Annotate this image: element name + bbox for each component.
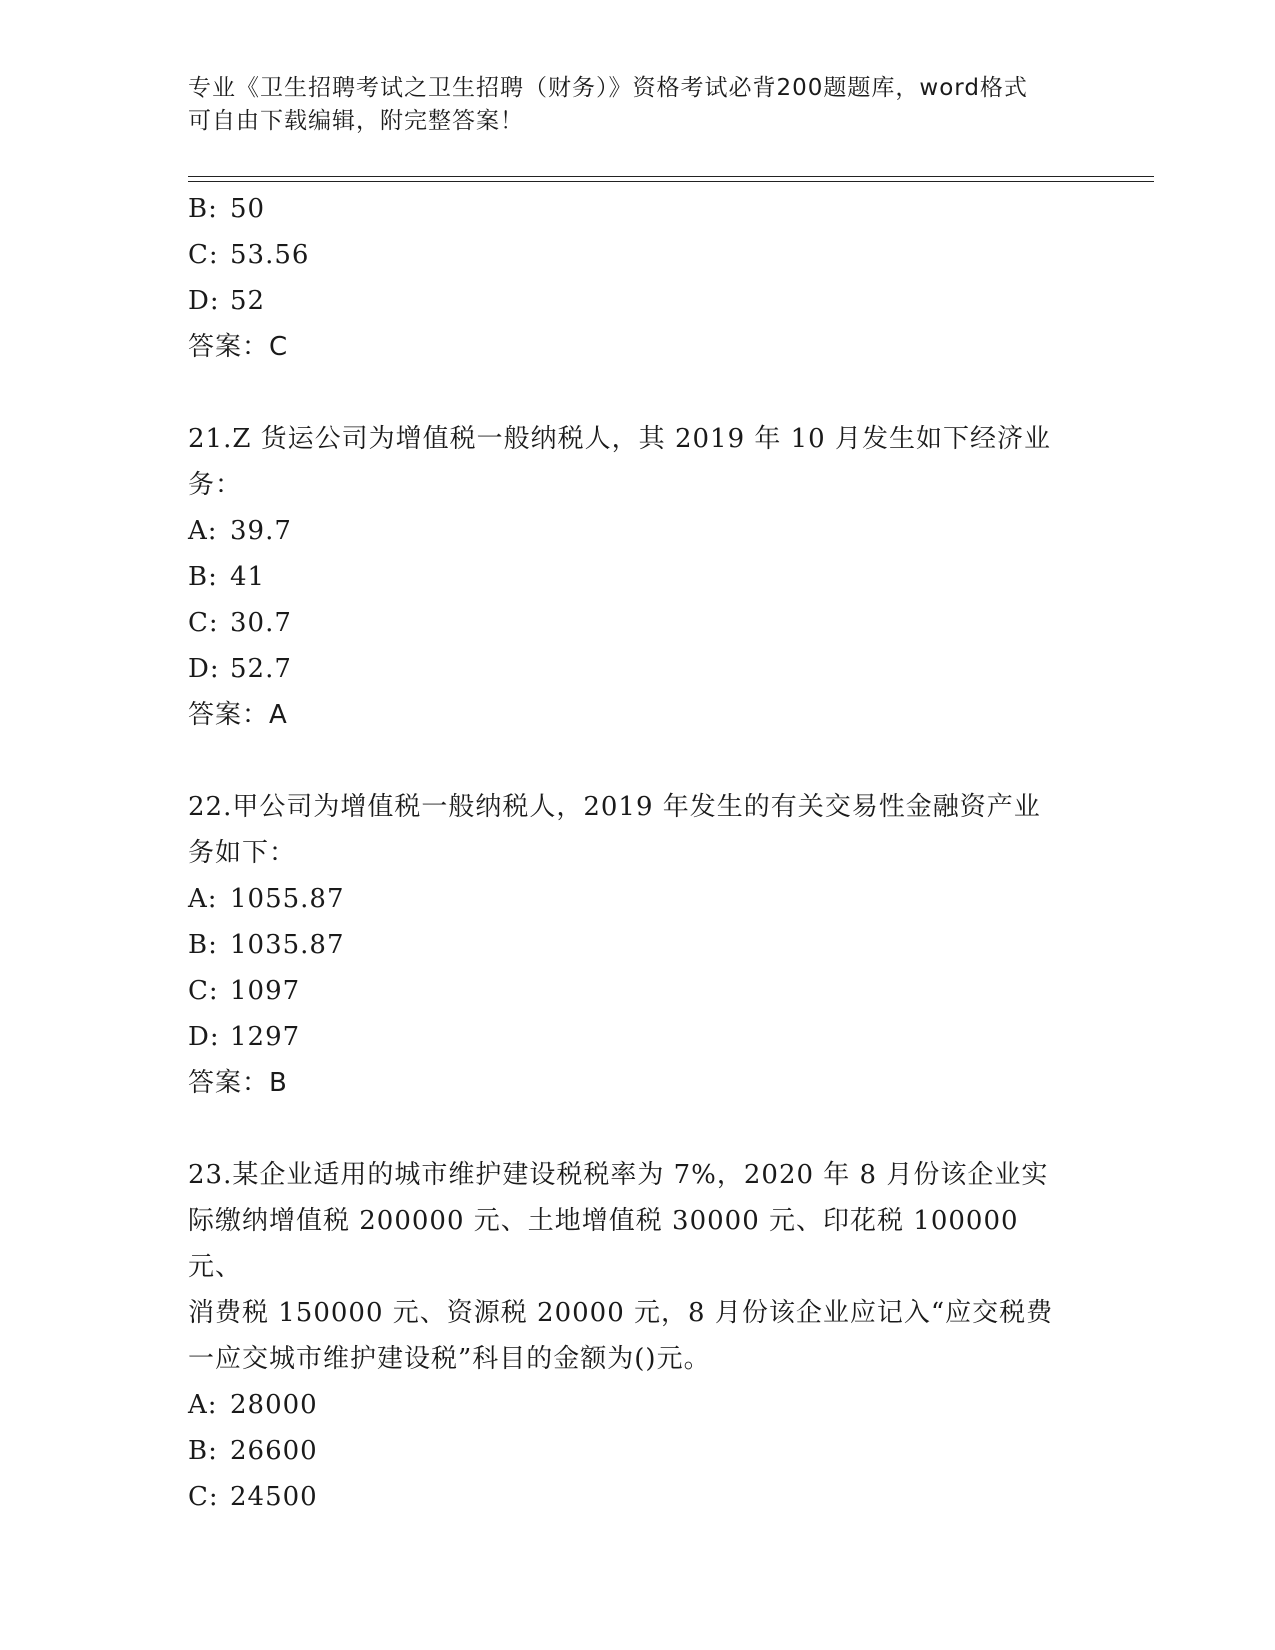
option-a xyxy=(188,508,1078,554)
question-23 xyxy=(188,1152,1078,1520)
option-letter: B: xyxy=(188,1436,218,1466)
answer-line: 答案：B xyxy=(188,1068,288,1098)
option-value: 1097 xyxy=(230,976,301,1006)
answer-line: 答案：C xyxy=(188,332,289,362)
option-letter: B: xyxy=(188,930,218,960)
option-b xyxy=(188,1428,1078,1474)
option-letter: A: xyxy=(188,884,218,914)
question-text xyxy=(188,416,1078,508)
option-letter: C: xyxy=(188,1482,219,1512)
question-fragment xyxy=(188,186,1078,370)
option-value: 1055.87 xyxy=(230,884,345,914)
option-c xyxy=(188,232,1078,278)
page-header xyxy=(188,72,1068,138)
option-value: 1035.87 xyxy=(230,930,345,960)
question-text xyxy=(188,784,1078,876)
option-value: 50 xyxy=(230,194,266,224)
option-letter: B: xyxy=(188,562,218,592)
option-letter: B: xyxy=(188,194,218,224)
option-d xyxy=(188,278,1078,324)
option-letter: A: xyxy=(188,516,218,546)
question-21 xyxy=(188,416,1078,738)
option-d xyxy=(188,1014,1078,1060)
question-text-line: 一应交城市维护建设税”科目的金额为()元。 xyxy=(188,1344,711,1374)
option-letter: D: xyxy=(188,286,220,316)
question-text xyxy=(188,1152,1078,1382)
option-value: 52.7 xyxy=(230,654,292,684)
option-letter: C: xyxy=(188,976,219,1006)
option-a xyxy=(188,876,1078,922)
option-letter: D: xyxy=(188,654,220,684)
option-c xyxy=(188,1474,1078,1520)
option-letter: A: xyxy=(188,1390,218,1420)
option-value: 39.7 xyxy=(230,516,292,546)
option-letter: C: xyxy=(188,608,219,638)
option-value: 24500 xyxy=(230,1482,318,1512)
option-value: 52 xyxy=(230,286,266,316)
question-text-line: 22.甲公司为增值税一般纳税人，2019 年发生的有关交易性金融资产业 xyxy=(188,792,1041,822)
option-c xyxy=(188,968,1078,1014)
question-text-line: 务： xyxy=(188,470,243,500)
question-text-line: 务如下： xyxy=(188,838,297,868)
header-double-rule xyxy=(188,176,1154,182)
option-value: 28000 xyxy=(230,1390,318,1420)
option-value: 1297 xyxy=(230,1022,301,1052)
question-22 xyxy=(188,784,1078,1106)
option-c xyxy=(188,600,1078,646)
option-value: 26600 xyxy=(230,1436,318,1466)
option-d xyxy=(188,646,1078,692)
header-title-line-2: 可自由下载编辑，附完整答案！ xyxy=(188,108,524,134)
question-text-line: 际缴纳增值税 200000 元、土地增值税 30000 元、印花税 100000 元、 xyxy=(188,1206,1028,1282)
option-b xyxy=(188,186,1078,232)
question-text-line: 21.Z 货运公司为增值税一般纳税人，其 2019 年 10 月发生如下经济业 xyxy=(188,424,1051,454)
option-b xyxy=(188,922,1078,968)
question-text-line: 23.某企业适用的城市维护建设税税率为 7%，2020 年 8 月份该企业实 xyxy=(188,1160,1049,1190)
document-body xyxy=(188,186,1078,1520)
question-text-line: 消费税 150000 元、资源税 20000 元，8 月份该企业应记入“应交税费 xyxy=(188,1298,1054,1328)
option-b xyxy=(188,554,1078,600)
option-value: 53.56 xyxy=(230,240,310,270)
option-letter: C: xyxy=(188,240,219,270)
option-a xyxy=(188,1382,1078,1428)
option-letter: D: xyxy=(188,1022,220,1052)
header-title-line-1: 专业《卫生招聘考试之卫生招聘（财务）》资格考试必背200题题库，word格式 xyxy=(188,75,1028,101)
option-value: 30.7 xyxy=(230,608,292,638)
option-value: 41 xyxy=(230,562,266,592)
answer-line: 答案：A xyxy=(188,700,288,730)
